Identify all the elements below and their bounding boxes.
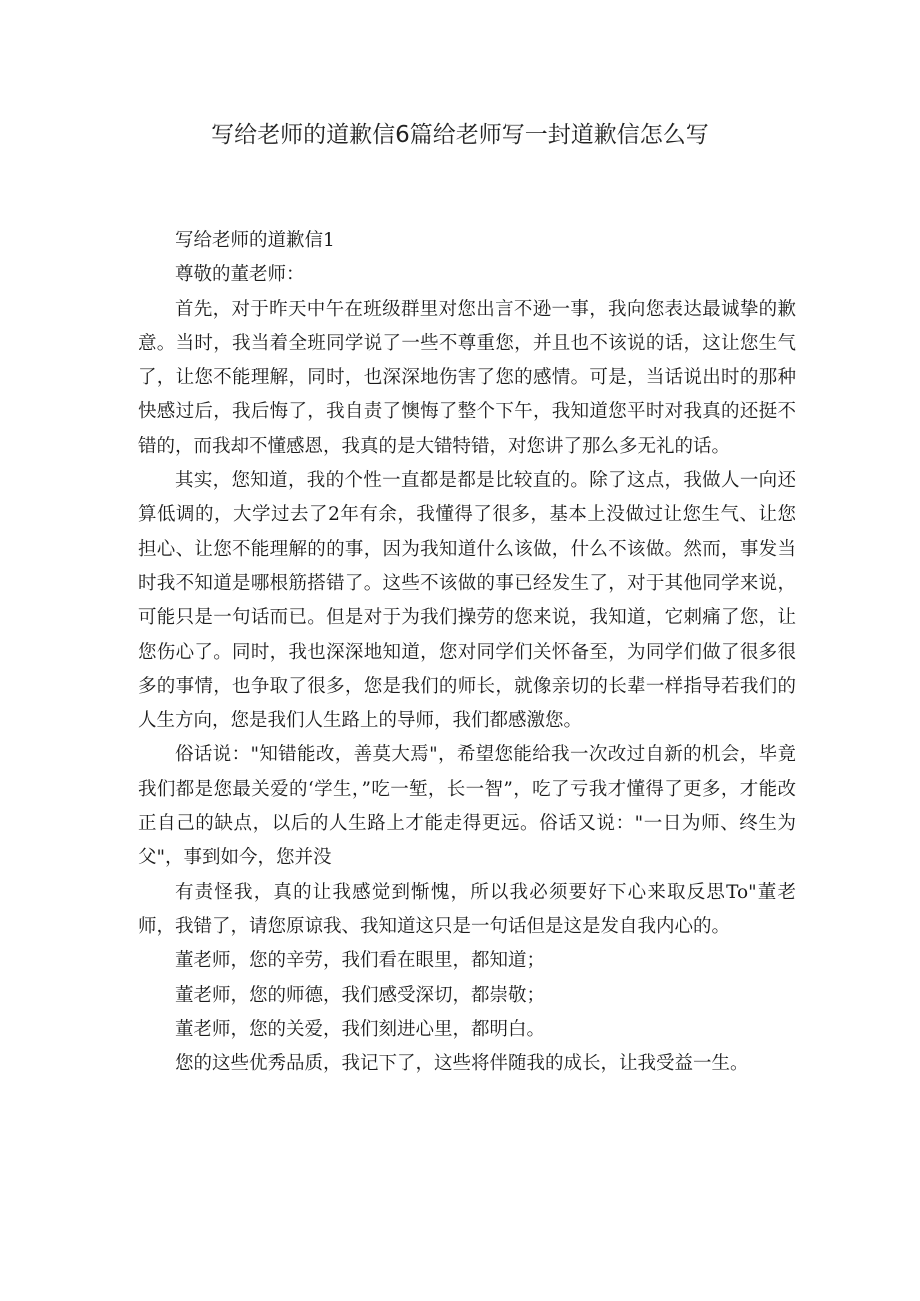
paragraph: 俗话说："知错能改，善莫大焉"，希望您能给我一次改过自新的机会，毕竟我们都是您最关爱的‘学生，”吃一堑，长一智”，吃了亏我才懂得了更多，才能改正自己的缺点，以后的人生路上才能走得更远。俗话又说："一日为师、终生为父"，事到如今，您并没 [138,744,796,869]
paragraph: 您的这些优秀品质，我记下了，这些将伴随我的成长，让我受益一生。 [175,1053,749,1075]
paragraph: 首先，对于昨天中午在班级群里对您出言不逊一事，我向您表达最诚挚的歉意。当时，我当着全班同学说了一些不尊重您，并且也不该说的话，这让您生气了，让您不能理解，同时，也深深地伤害了您的感情。可是，当话说出时的那种快感过后，我后悔了，我自责了懊悔了整个下午，我知道您平时对我真的还挺不错的，而我却不懂感恩，我真的是大错特错，对您讲了那么多无礼的话。 [138,298,796,457]
paragraph: 其实，您知道，我的个性一直都是都是比较直的。除了这点，我做人一向还算低调的，大学过去了2年有余，我懂得了很多，基本上没做过让您生气、让您担心、让您不能理解的的事，因为我知道什么该做，什么不该做。然而，事发当时我不知道是哪根筋搭错了。这些不该做的事已经发生了，对于其他同学来说，可能只是一句话而已。但是对于为我们操劳的您来说，我知道，它刺痛了您，让您伤心了。同时，我也深深地知道，您对同学们关怀备至，为同学们做了很多很多的事情，也争取了很多，您是我们的师长，就像亲切的长辈一样指导若我们的人生方向，您是我们人生路上的导师，我们都感激您。 [138,470,796,732]
paragraph: 董老师，您的师德，我们感受深切，都崇敬； [175,984,546,1006]
document-body [138,224,796,1081]
section-heading: 写给老师的道歉信1 [175,230,335,251]
salutation: 尊敬的董老师： [175,264,305,286]
paragraph: 董老师，您的关爱，我们刻进心里，都明白。 [175,1018,546,1040]
document-title: 写给老师的道歉信6篇给老师写一封道歉信怎么写 [211,122,709,148]
paragraph: 有责怪我，真的让我感觉到惭愧，所以我必须要好下心来取反思To"董老师，我错了，请您原谅我、我知道这只是一句话但是这是发自我内心的。 [138,881,796,937]
paragraph: 董老师，您的辛劳，我们看在眼里，都知道； [175,950,546,972]
